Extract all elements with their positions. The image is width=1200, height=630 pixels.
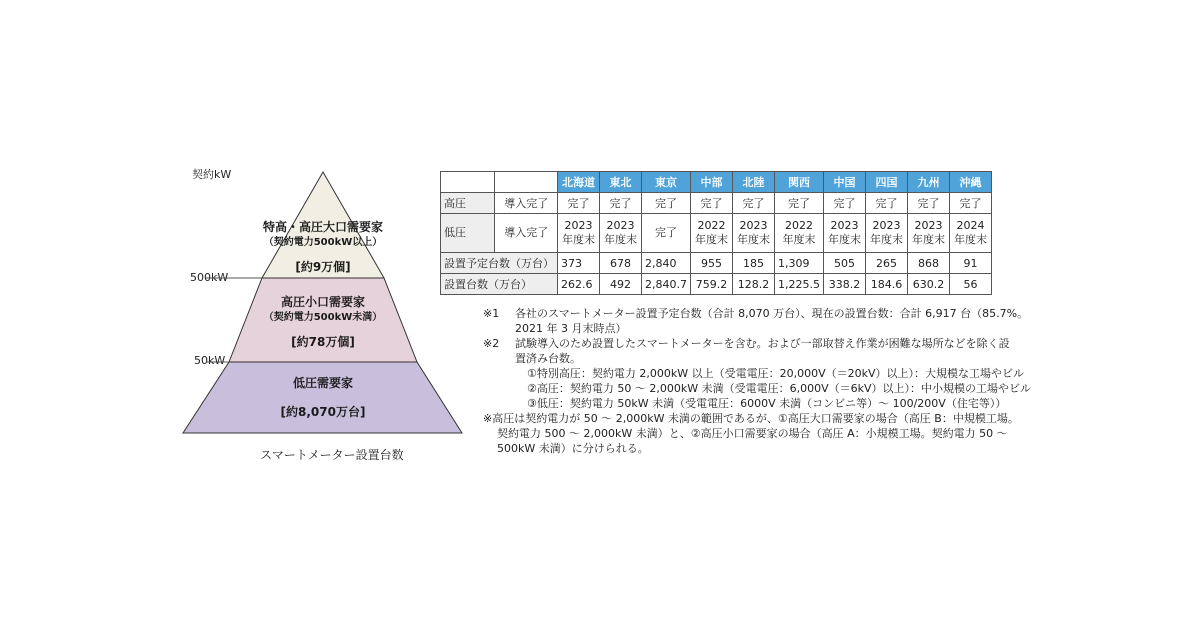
table-cell: 完了 bbox=[950, 193, 992, 214]
cell-line: 2023 bbox=[606, 219, 635, 232]
footnote-1-line: 各社のスマートメーター設置予定台数（合計 8,070 万台）、現在の設置台数：合計 6,917 台（85.7%。 bbox=[515, 307, 1029, 320]
table-cell: 262.6 bbox=[558, 274, 600, 295]
table-cell bbox=[908, 214, 950, 253]
table-cell: 955 bbox=[691, 253, 733, 274]
cell-line: 年度末 bbox=[562, 233, 595, 246]
cell-line: 年度末 bbox=[695, 233, 728, 246]
region-header: 四国 bbox=[866, 172, 908, 193]
cell-line: 2022 bbox=[785, 219, 813, 232]
table-cell: 56 bbox=[950, 274, 992, 295]
footnote-3 bbox=[483, 411, 1043, 456]
footnote-2-line: 試験導入のため設置したスマートメーターを含む。および一部取替え作業が困難な場所などを除く設 bbox=[515, 337, 1010, 350]
row-label: 設置予定台数（万台） bbox=[441, 253, 558, 274]
tier-bottom-title: 低圧需要家 bbox=[292, 376, 353, 390]
table-row-high-voltage bbox=[441, 193, 992, 214]
footnote-2-item: ②高圧：契約電力 50 ～ 2,000kW 未満（受電電圧：6,000V（＝6kV）以上）：中小規模の工場やビル bbox=[527, 382, 1031, 395]
region-header: 北陸 bbox=[733, 172, 775, 193]
cell-line: 完了 bbox=[655, 226, 677, 239]
cell-line: 年度末 bbox=[782, 233, 816, 246]
cell-line: 年度末 bbox=[954, 233, 987, 246]
table-cell: 完了 bbox=[824, 193, 866, 214]
row-label: 低圧 bbox=[441, 214, 495, 253]
footnote-2-item: ③低圧：契約電力 50kW 未満（受電電圧：6000V 未満（コンビニ等）～ 100/200V（住宅等）） bbox=[527, 397, 1007, 410]
table-cell bbox=[558, 214, 600, 253]
cell-line: 2023 bbox=[914, 219, 943, 232]
table-cell: 2,840 bbox=[642, 253, 691, 274]
footnote-2-line: 置済み台数。 bbox=[515, 352, 581, 365]
footnote-2 bbox=[483, 336, 1043, 411]
footnote-1-mark: ※1 bbox=[483, 307, 500, 320]
tier-top-count: [約9万個] bbox=[295, 260, 351, 274]
cell-line: 年度末 bbox=[828, 233, 861, 246]
table-cell: 868 bbox=[908, 253, 950, 274]
tier-top-title: 特高・高圧大口需要家 bbox=[262, 220, 383, 234]
cell-line: 2023 bbox=[564, 219, 593, 232]
table-cell bbox=[950, 214, 992, 253]
header-blank-1 bbox=[441, 172, 495, 193]
header-blank-2 bbox=[495, 172, 558, 193]
table-cell: 完了 bbox=[600, 193, 642, 214]
table-cell: 678 bbox=[600, 253, 642, 274]
table-row-planned bbox=[441, 253, 992, 274]
footnote-3-line: 契約電力 500 ～ 2,000kW 未満）と、②高圧小口需要家の場合（高圧 A：小規模工場。契約電力 50 ～ bbox=[497, 427, 1008, 440]
row-sublabel: 導入完了 bbox=[495, 214, 558, 253]
footnote-1 bbox=[483, 306, 1043, 336]
footnote-3-line: 500kW 未満）に分けられる。 bbox=[497, 442, 649, 455]
cell-line: 年度末 bbox=[912, 233, 945, 246]
table-cell bbox=[824, 214, 866, 253]
region-header: 関西 bbox=[775, 172, 824, 193]
table-cell: 完了 bbox=[642, 193, 691, 214]
table-cell: 完了 bbox=[908, 193, 950, 214]
row-label: 高圧 bbox=[441, 193, 495, 214]
row-label: 設置台数（万台） bbox=[441, 274, 558, 295]
cell-line: 2022 bbox=[697, 219, 726, 232]
table-cell: 完了 bbox=[691, 193, 733, 214]
footnote-2-item: ①特別高圧：契約電力 2,000kW 以上（受電電圧：20,000V（＝20kV）以上）：大規模な工場やビル bbox=[527, 367, 1024, 380]
cell-line: 年度末 bbox=[737, 233, 770, 246]
cell-line: 年度末 bbox=[870, 233, 903, 246]
table-row-low-voltage bbox=[441, 214, 992, 253]
table-cell bbox=[866, 214, 908, 253]
region-header: 中国 bbox=[824, 172, 866, 193]
cell-line: 2023 bbox=[872, 219, 901, 232]
region-header: 東京 bbox=[642, 172, 691, 193]
table-cell bbox=[642, 214, 691, 253]
footnote-1-line: 2021 年 3 月末時点） bbox=[515, 322, 627, 335]
pyramid-tier-bottom bbox=[183, 362, 462, 433]
table-cell: 1,225.5 bbox=[775, 274, 824, 295]
table-row-installed bbox=[441, 274, 992, 295]
table-cell: 759.2 bbox=[691, 274, 733, 295]
table-cell bbox=[775, 214, 824, 253]
table-cell: 完了 bbox=[558, 193, 600, 214]
footnotes bbox=[483, 306, 1043, 456]
cell-line: 2024 bbox=[956, 219, 985, 232]
table-cell: 1,309 bbox=[775, 253, 824, 274]
tier-bottom-count: [約8,070万台] bbox=[280, 405, 366, 419]
table-cell: 373 bbox=[558, 253, 600, 274]
row-sublabel: 導入完了 bbox=[495, 193, 558, 214]
table-cell: 505 bbox=[824, 253, 866, 274]
pyramid-caption: スマートメーター設置台数 bbox=[260, 448, 404, 462]
table-cell bbox=[600, 214, 642, 253]
cell-line: 2023 bbox=[830, 219, 859, 232]
axis-label-50kw: 50kW bbox=[194, 354, 226, 367]
table-cell: 338.2 bbox=[824, 274, 866, 295]
footnote-3-line: ※高圧は契約電力が 50 ～ 2,000kW 未満の範囲であるが、①高圧大口需要家の場合（高圧 B：中規模工場。 bbox=[483, 412, 1019, 425]
table-cell: 630.2 bbox=[908, 274, 950, 295]
region-header: 沖縄 bbox=[950, 172, 992, 193]
smart-meter-table bbox=[440, 171, 992, 295]
table-cell: 128.2 bbox=[733, 274, 775, 295]
tier-middle-count: [約78万個] bbox=[291, 335, 355, 349]
table-cell: 完了 bbox=[775, 193, 824, 214]
table-cell: 265 bbox=[866, 253, 908, 274]
table-cell bbox=[691, 214, 733, 253]
cell-line: 年度末 bbox=[604, 233, 637, 246]
axis-label-top: 契約kW bbox=[192, 168, 232, 181]
footnote-2-mark: ※2 bbox=[483, 337, 500, 350]
table-cell: 185 bbox=[733, 253, 775, 274]
table-cell: 91 bbox=[950, 253, 992, 274]
region-header: 九州 bbox=[908, 172, 950, 193]
table-cell: 492 bbox=[600, 274, 642, 295]
tier-top-sub: （契約電力500kW以上） bbox=[263, 237, 383, 248]
table-cell: 完了 bbox=[866, 193, 908, 214]
tier-middle-sub: （契約電力500kW未満） bbox=[263, 312, 383, 323]
table-header-row bbox=[441, 172, 992, 193]
region-header: 東北 bbox=[600, 172, 642, 193]
table-cell: 完了 bbox=[733, 193, 775, 214]
region-header: 北海道 bbox=[558, 172, 600, 193]
region-header: 中部 bbox=[691, 172, 733, 193]
tier-middle-title: 高圧小口需要家 bbox=[280, 295, 365, 309]
table-cell: 2,840.7 bbox=[642, 274, 691, 295]
table-cell bbox=[733, 214, 775, 253]
table-cell: 184.6 bbox=[866, 274, 908, 295]
axis-label-500kw: 500kW bbox=[190, 271, 229, 284]
cell-line: 2023 bbox=[739, 219, 768, 232]
